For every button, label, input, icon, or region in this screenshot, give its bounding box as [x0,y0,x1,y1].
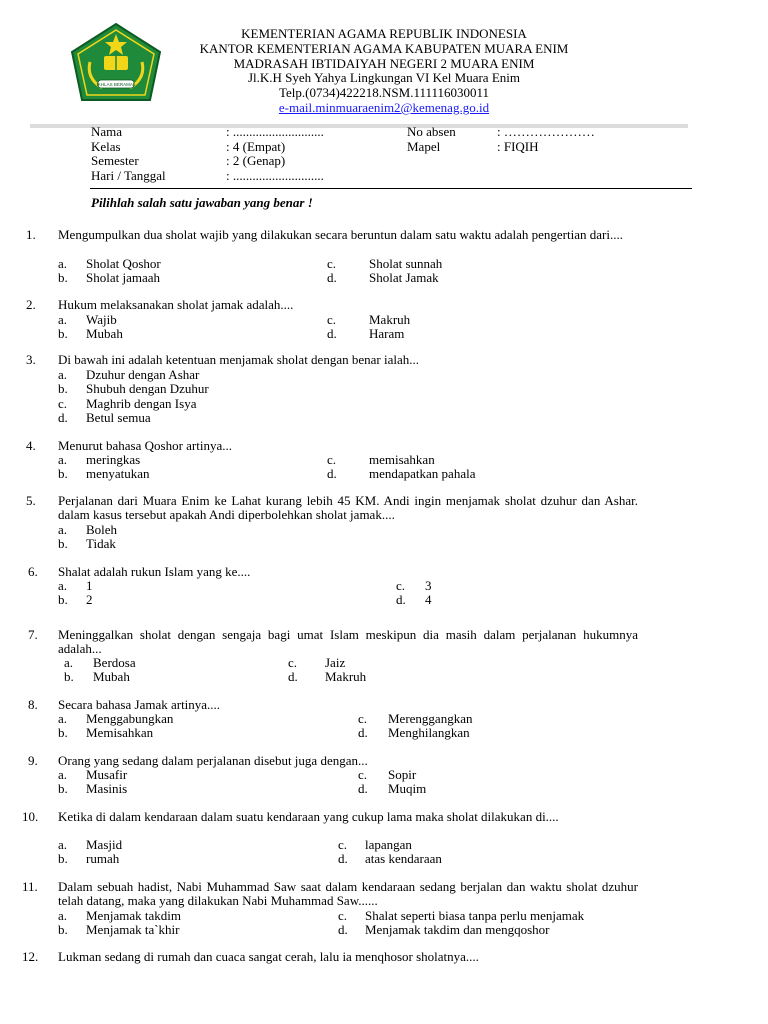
question-text: Orang yang sedang dalam perjalanan disebut juga dengan... [58,753,368,768]
answer-option[interactable]: lapangan [365,837,412,852]
option-letter: b. [58,781,68,796]
option-letter: a. [58,837,68,852]
question-text: Menurut bahasa Qoshor artinya... [58,438,233,453]
question-text: Di bawah ini adalah ketentuan menjamak sholat dengan benar ialah... [58,352,419,367]
answer-option[interactable]: Masjid [86,837,123,852]
answer-option[interactable]: Menghilangkan [388,725,470,740]
question-number: 10. [22,809,39,824]
answer-option[interactable]: Mubah [93,669,130,684]
answer-option[interactable]: Menggabungkan [86,711,174,726]
option-letter: d. [327,466,337,481]
answer-option[interactable]: Masinis [86,781,128,796]
answer-option[interactable]: Sholat Jamak [369,270,439,285]
option-letter: a. [58,711,68,726]
answer-option[interactable]: Muqim [388,781,427,796]
option-letter: a. [58,312,68,327]
school-email-link[interactable]: e-mail.minmuaraenim2@kemenag.go.id [278,99,490,115]
answer-option[interactable]: Shubuh dengan Dzuhur [86,381,209,396]
option-letter: a. [58,908,68,923]
option-letter: b. [58,466,68,481]
option-letter: b. [58,381,68,396]
option-letter: b. [58,592,68,607]
answer-option[interactable]: Sholat jamaah [86,270,161,285]
option-letter: d. [58,410,68,425]
answer-option[interactable]: Haram [369,326,405,341]
question-number: 7. [28,627,38,642]
question-text: Shalat adalah rukun Islam yang ke.... [58,564,251,579]
question-text: Ketika di dalam kendaraan dalam suatu kendaraan yang cukup lama maka sholat dilakukan di.... [58,809,559,824]
option-letter: c. [358,711,368,726]
answer-option[interactable]: Tidak [86,536,116,551]
answer-option[interactable]: 4 [425,592,432,607]
question-text: Secara bahasa Jamak artinya.... [58,697,221,712]
option-letter: c. [288,655,298,670]
answer-option[interactable]: mendapatkan pahala [369,466,476,481]
option-letter: c. [338,837,348,852]
school-name: MADRASAH IBTIDAIYAH NEGERI 2 MUARA ENIM [233,55,535,71]
logo-text: IKHLAS BERAMAL [96,82,136,87]
answer-option[interactable]: Musafir [86,767,128,782]
question-text: Lukman sedang di rumah dan cuaca sangat cerah, lalu ia menqhosor sholatnya.... [58,949,479,964]
school-phone: Telp.(0734)422218.NSM.111116030011 [278,85,490,101]
option-letter: d. [327,270,337,285]
absen-field[interactable]: : ………………… [497,124,595,139]
letterhead-text [150,27,618,116]
option-letter: c. [327,256,337,271]
question-number: 2. [26,297,36,312]
option-letter: a. [58,767,68,782]
nama-label: Nama [91,124,123,139]
answer-option[interactable]: Sholat sunnah [369,256,443,271]
option-letter: c. [338,908,348,923]
answer-option[interactable]: Merenggangkan [388,711,473,726]
question-text: Mengumpulkan dua sholat wajib yang dilakukan secara beruntun dalam satu waktu adalah pengertian dari.... [58,227,623,242]
answer-option[interactable]: Sholat Qoshor [86,256,161,271]
school-address: Jl.K.H Syeh Yahya Lingkungan VI Kel Muara Enim [247,70,520,86]
question-number: 9. [28,753,38,768]
option-letter: a. [58,578,68,593]
question-text: Perjalanan dari Muara Enim ke Lahat kurang lebih 45 KM. Andi ingin menjamak sholat dzuhur dan Ashar. dalam kasus tersebut apakah Andi diperbolehkan sholat jamak.... [58,493,638,522]
option-letter: a. [58,256,68,271]
mapel-value: : FIQIH [497,138,539,154]
answer-option[interactable]: Menjamak ta`khir [86,922,180,937]
option-letter: b. [58,725,68,740]
question-number: 8. [28,697,38,712]
answer-option[interactable]: Memisahkan [86,725,154,740]
exam-info-values [497,125,595,154]
answer-option[interactable]: menyatukan [86,466,150,481]
option-letter: c. [396,578,406,593]
option-letter: c. [358,767,368,782]
mapel-label: Mapel [407,138,441,154]
option-letter: a. [58,522,68,537]
answer-option[interactable]: meringkas [86,452,141,467]
info-divider [90,188,692,189]
answer-option[interactable]: Menjamak takdim dan mengqoshor [365,922,550,937]
letterhead [0,0,768,120]
answer-option[interactable]: rumah [86,851,120,866]
option-letter: b. [58,536,68,551]
answer-option[interactable]: Maghrib dengan Isya [86,396,197,411]
option-letter: c. [327,452,337,467]
answer-option[interactable]: Makruh [369,312,411,327]
option-letter: d. [288,669,298,684]
option-letter: d. [358,725,368,740]
question-text: Hukum melaksanakan sholat jamak adalah.... [58,297,294,312]
answer-option[interactable]: 1 [86,578,93,593]
option-letter: b. [58,270,68,285]
option-letter: b. [64,669,74,684]
question-text: Dalam sebuah hadist, Nabi Muhammad Saw saat dalam kendaraan sedang berjalan dan waktu sholat dzuhur telah datang, maka yang dilakukan Nabi Muhammad Saw...... [58,879,638,908]
student-info-values [226,125,324,183]
answer-option[interactable]: Sopir [388,767,417,782]
instruction: Pilihlah salah satu jawaban yang benar ! [91,195,313,210]
answer-option[interactable]: 3 [425,578,432,593]
question-number: 12. [22,949,39,964]
option-letter: c. [327,312,337,327]
option-letter: b. [58,851,68,866]
answer-option[interactable]: memisahkan [369,452,435,467]
nama-field[interactable]: : ............................ [226,124,324,139]
answer-option[interactable]: atas kendaraan [365,851,442,866]
option-letter: a. [64,655,74,670]
hari-field[interactable]: : ............................ [226,167,324,183]
option-letter: d. [327,326,337,341]
answer-option[interactable]: Boleh [86,522,118,537]
answer-option[interactable]: Berdosa [93,655,136,670]
option-letter: a. [58,367,68,382]
option-letter: d. [358,781,368,796]
option-letter: c. [58,396,68,411]
kelas-value: : 4 (Empat) [226,138,286,154]
kelas-label: Kelas [91,138,121,154]
hari-label: Hari / Tanggal [91,167,166,183]
answer-option[interactable]: Makruh [325,669,367,684]
answer-option[interactable]: Menjamak takdim [86,908,181,923]
option-letter: d. [338,851,348,866]
answer-option[interactable]: Shalat seperti biasa tanpa perlu menjamak [365,908,585,923]
absen-label: No absen [407,124,456,139]
exam-info-labels [407,125,456,154]
question-text: Meninggalkan sholat dengan sengaja bagi umat Islam meskipun dia masih dalam perjalanan hukumnya adalah... [58,627,638,656]
question-number: 1. [26,227,36,242]
option-letter: b. [58,326,68,341]
answer-option[interactable]: Dzuhur dengan Ashar [86,367,200,382]
question-number: 6. [28,564,38,579]
answer-option[interactable]: 2 [86,592,93,607]
option-letter: b. [58,922,68,937]
semester-value: : 2 (Genap) [226,153,286,168]
answer-option[interactable]: Betul semua [86,410,151,425]
question-number: 3. [26,352,36,367]
answer-option[interactable]: Mubah [86,326,123,341]
option-letter: d. [396,592,406,607]
question-number: 5. [26,493,36,508]
question-number: 11. [22,879,38,894]
semester-label: Semester [91,153,139,168]
question-number: 4. [26,438,36,453]
answer-option[interactable]: Jaiz [325,655,346,670]
answer-option[interactable]: Wajib [86,312,117,327]
student-info-labels [91,125,166,183]
office-name: KANTOR KEMENTERIAN AGAMA KABUPATEN MUARA ENIM [199,40,569,56]
ministry-name: KEMENTERIAN AGAMA REPUBLIK INDONESIA [241,26,527,41]
option-letter: d. [338,922,348,937]
option-letter: a. [58,452,68,467]
